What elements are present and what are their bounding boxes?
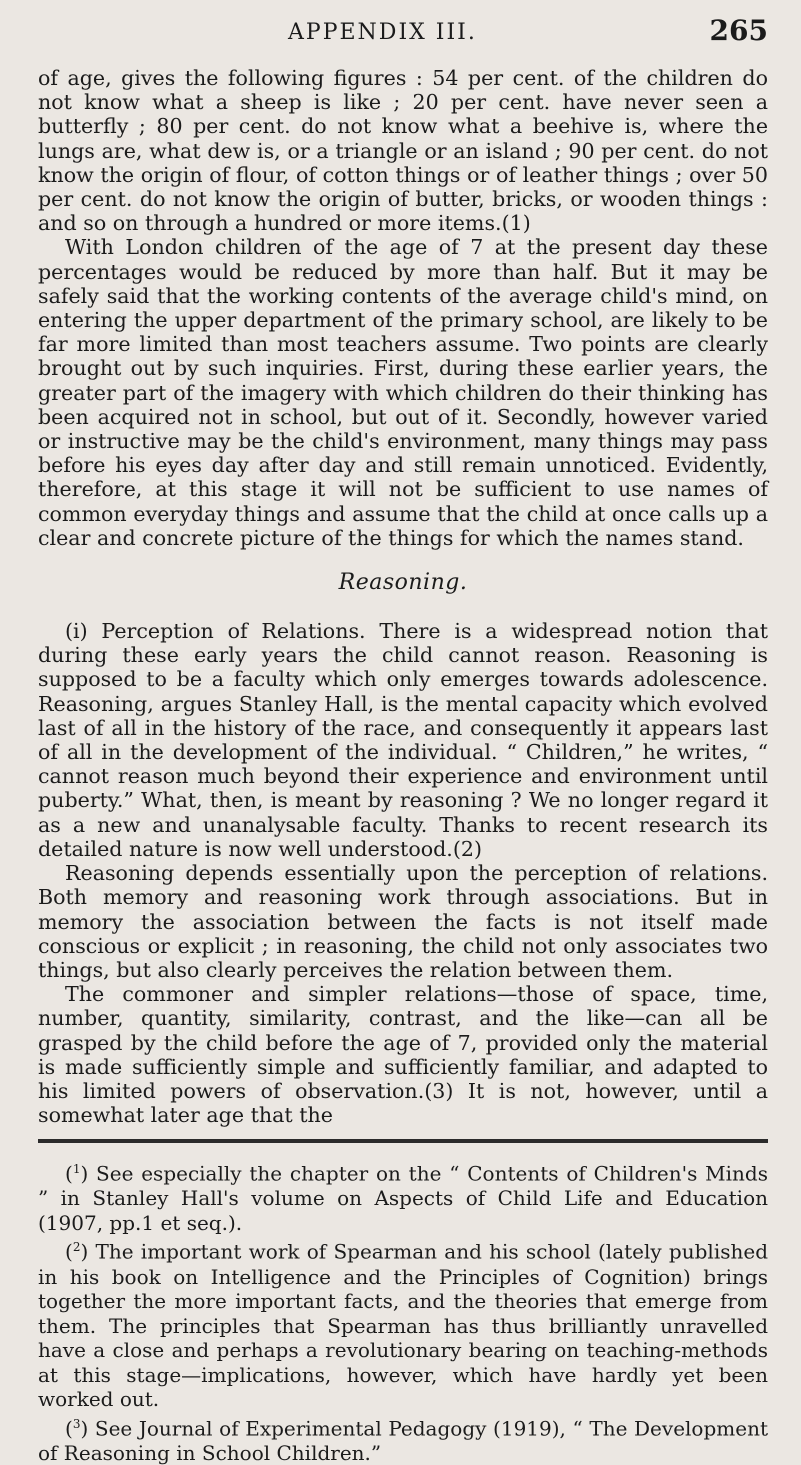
footnote-2: ($^2$) The important work of Spearman and his school (lately published in his book on Intelligence and the Principles of Cognition) brings together the more important facts, and the theories that emerge from them. The principles that Spearman has thus brilliantly unravelled have a close and perhaps a revolutionary bearing on teaching-methods at this stage—implications, however, which have hardly yet been worked out. — [38, 1240, 768, 1412]
footnote-3: ($^3$) See Journal of Experimental Pedagogy (1919), “ The Development of Reasoning in School Children.” — [38, 1416, 768, 1465]
footnote-2-marker: 2 — [72, 1240, 81, 1255]
page-header — [38, 14, 768, 66]
footnote-3-marker: 3 — [72, 1416, 81, 1431]
footnotes — [38, 1157, 768, 1465]
footnote-1-text: ) See especially the chapter on the “ Contents of Children's Minds ” in Stanley Hall's volume on Aspects of Child Life and Education (1907, pp.1 et seq.). — [38, 1161, 768, 1235]
footnote-2-text: ) The important work of Spearman and his school (lately published in his book on Intelligence and the Principles of Cognition) brings together the more important facts, and the theories that emerge from them. The principles that Spearman has thus brilliantly unravelled have a close and perhaps a revolutionary bearing on teaching-methods at this stage—implications, however, which have hardly yet been worked out. — [38, 1240, 768, 1412]
footnote-1-marker: 1 — [72, 1162, 81, 1177]
running-head: APPENDIX III. — [288, 20, 477, 45]
paragraph-3: (i) Perception of Relations. There is a widespread notion that during these early years the child cannot reason. Reasoning is supposed to be a faculty which only emerges towards adolescence. Reasoning, argues Stanley Hall, is the mental capacity which evolved last of all in the history of the race, and consequently it appears last of all in the development of the individual. “ Children,” he writes, “ cannot reason much beyond their experience and environment until puberty.” What, then, is meant by reasoning ? We no longer regard it as a new and unanalysable faculty. Thanks to recent research its detailed nature is now well understood.(2) — [38, 619, 768, 861]
footnote-divider — [38, 1139, 768, 1143]
paragraph-5: The commoner and simpler relations—those of space, time, number, quantity, similarity, contrast, and the like—can all be grasped by the child before the age of 7, provided only the material is made sufficiently simple and sufficiently familiar, and adapted to his limited powers of observation.(3) It is not, however, until a somewhat later age that the — [38, 982, 768, 1128]
book-page — [38, 14, 768, 1465]
paragraph-2: With London children of the age of 7 at the present day these percentages would be reduced by more than half. But it may be safely said that the working contents of the average child's mind, on entering the upper department of the primary school, are likely to be far more limited than most teachers assume. Two points are clearly brought out by such inquiries. First, during these earlier years, the greater part of the imagery with which children do their thinking has been acquired not in school, but out of it. Secondly, however varied or instructive may be the child's environment, many things may pass before his eyes day after day and still remain unnoticed. Evidently, therefore, at this stage it will not be sufficient to use names of common everyday things and assume that the child at once calls up a clear and concrete picture of the things for which the names stand. — [38, 235, 768, 550]
footnote-3-text: ) See Journal of Experimental Pedagogy (1919), “ The Development of Reasoning in School Children.” — [38, 1416, 768, 1465]
main-text — [38, 66, 768, 1127]
paragraph-4: Reasoning depends essentially upon the perception of relations. Both memory and reasoning work through associations. But in memory the association between the facts is not itself made conscious or explicit ; in reasoning, the child not only associates two things, but also clearly perceives the relation between them. — [38, 861, 768, 982]
footnote-1: ($^1$) See especially the chapter on the “ Contents of Children's Minds ” in Stanley Hall's volume on Aspects of Child Life and Education (1907, pp.1 et seq.). — [38, 1161, 768, 1235]
section-heading: Reasoning. — [338, 570, 468, 596]
page-number: 265 — [709, 14, 768, 47]
paragraph-1: of age, gives the following figures : 54 per cent. of the children do not know what a sheep is like ; 20 per cent. have never seen a butterfly ; 80 per cent. do not know what a beehive is, where the lungs are, what dew is, or a triangle or an island ; 90 per cent. do not know the origin of flour, of cotton things or of leather things ; over 50 per cent. do not know the origin of butter, bricks, or wooden things : and so on through a hundred or more items.(1) — [38, 66, 768, 236]
